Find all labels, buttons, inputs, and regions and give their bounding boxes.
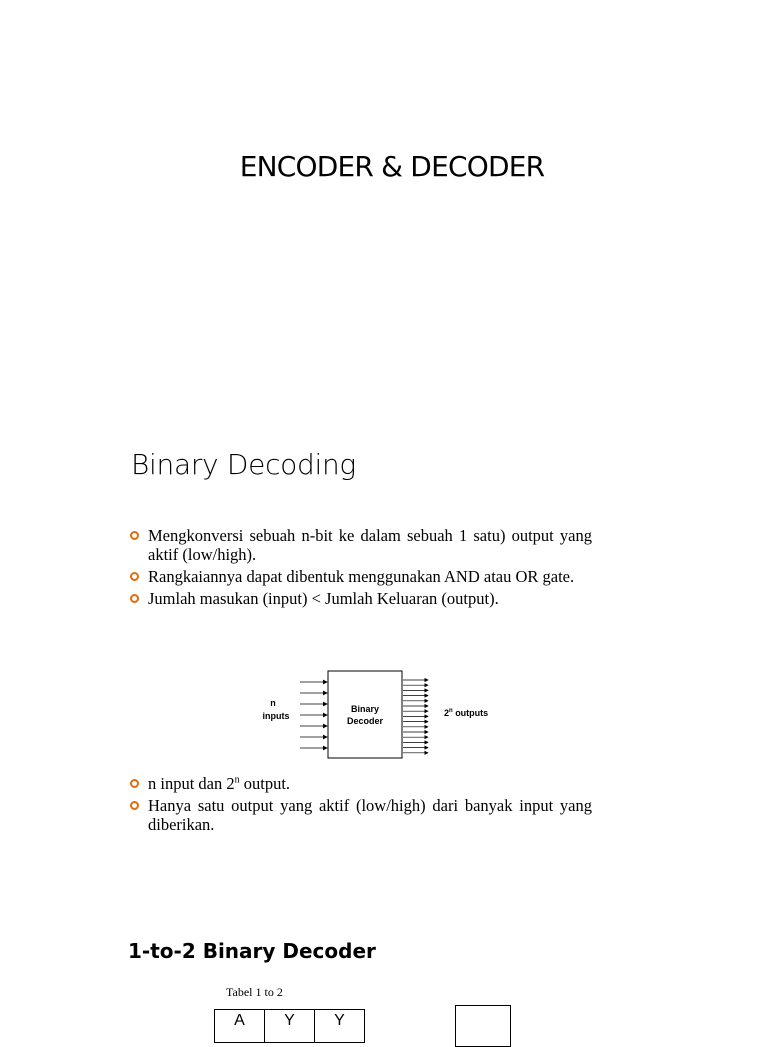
input-arrows bbox=[300, 682, 327, 748]
bullet-item: Jumlah masukan (input) < Jumlah Keluaran (output). bbox=[130, 589, 592, 608]
page-title: ENCODER & DECODER bbox=[239, 150, 545, 183]
table-header-row bbox=[215, 1010, 365, 1043]
bullet-list-bottom bbox=[130, 774, 592, 837]
subsection-title: 1-to-2 Binary Decoder bbox=[128, 939, 376, 963]
input-label-inputs: inputs bbox=[262, 711, 290, 721]
bullet-item: Mengkonversi sebuah n-bit ke dalam sebuah 1 satu) output yang aktif (low/high). bbox=[130, 526, 592, 564]
header-cell-a: A bbox=[215, 1010, 265, 1043]
bullet-ring-icon bbox=[130, 779, 139, 788]
decoder-box-partial bbox=[455, 1005, 511, 1047]
bullet-ring-icon bbox=[130, 801, 139, 810]
bullet-item: Hanya satu output yang aktif (low/high) dari banyak input yang diberikan. bbox=[130, 796, 592, 834]
bullet-ring-icon bbox=[130, 572, 139, 581]
truth-table bbox=[214, 1009, 365, 1043]
decoder-block bbox=[328, 671, 402, 758]
header-cell-y1: Y bbox=[315, 1010, 365, 1043]
output-label: 2$^n$ outputs bbox=[444, 708, 489, 718]
bullet-list-top bbox=[130, 526, 592, 611]
bullet-item: n input dan 2$^n$ output. bbox=[130, 774, 592, 793]
bullet-item: Rangkaiannya dapat dibentuk menggunakan AND atau OR gate. bbox=[130, 567, 592, 586]
block-label-binary: Binary bbox=[350, 704, 380, 714]
section-title: Binary Decoding bbox=[131, 448, 356, 481]
bullet-ring-icon bbox=[130, 531, 139, 540]
input-label-n: n bbox=[270, 698, 276, 708]
header-cell-y0: Y bbox=[265, 1010, 315, 1043]
bullet-ring-icon bbox=[130, 594, 139, 603]
output-arrows bbox=[403, 680, 428, 753]
table-caption: Tabel 1 to 2 bbox=[226, 985, 283, 999]
block-label-decoder: Decoder bbox=[346, 716, 384, 726]
binary-decoder-diagram bbox=[255, 668, 505, 763]
